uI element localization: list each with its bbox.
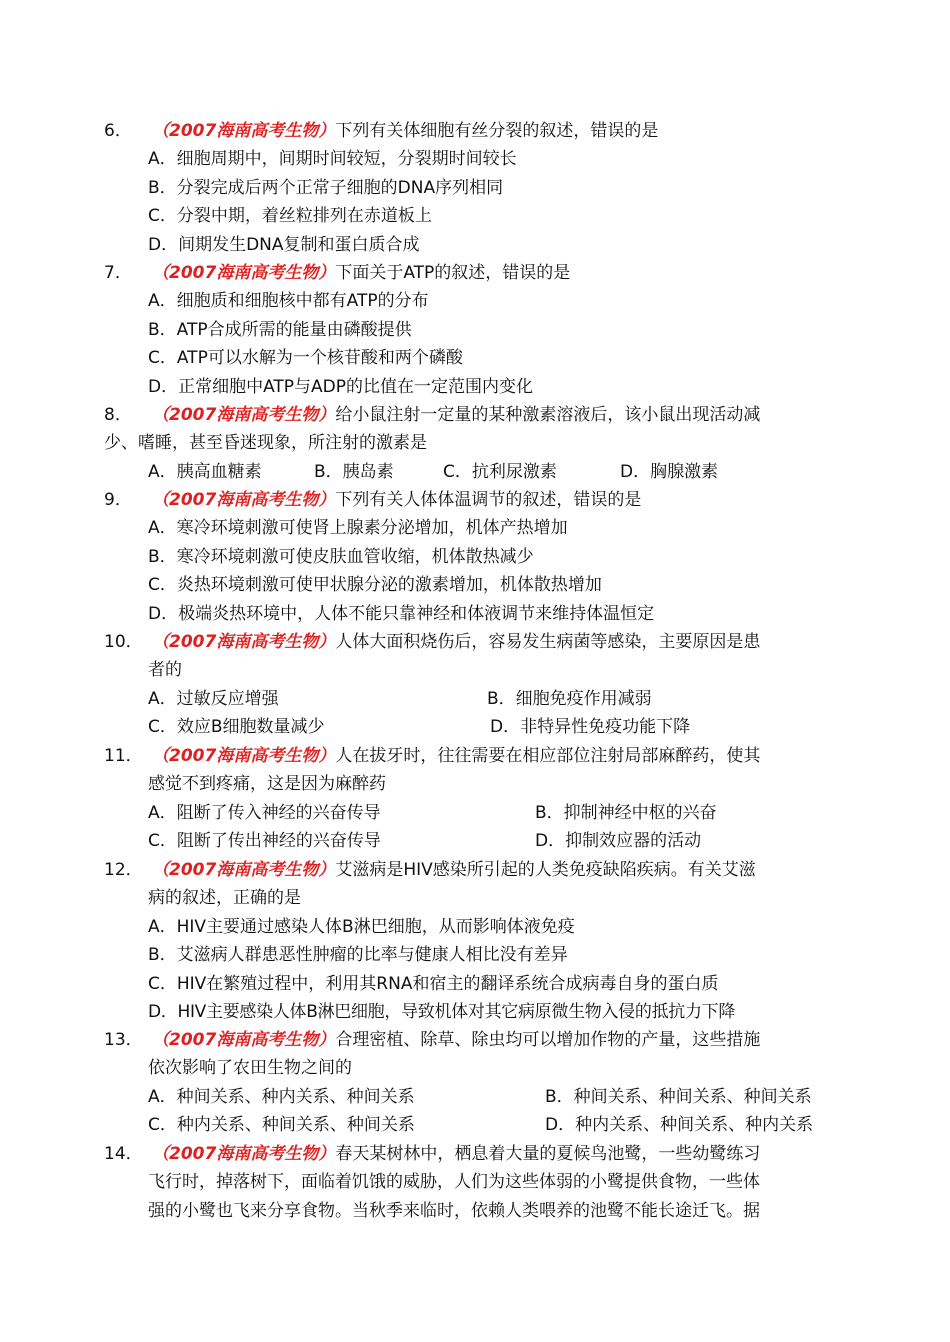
question-stem: 下列有关人体体温调节的叙述，错误的是 [335, 490, 642, 510]
option-d: D．HIV主要感染人体B淋巴细胞，导致机体对其它病原微生物入侵的抵抗力下降 [148, 1002, 736, 1022]
option-d: D．正常细胞中ATP与ADP的比值在一定范围内变化 [148, 377, 534, 397]
question-stem: 人体大面积烧伤后，容易发生病菌等感染，主要原因是患 [335, 632, 761, 652]
question-stem-continued: 少、嗜睡，甚至昏迷现象，所注射的激素是 [104, 433, 427, 453]
question-number: 9． [104, 490, 132, 510]
question-source: （2007海南高考生物） [152, 860, 336, 880]
option-d: D．极端炎热环境中，人体不能只靠神经和体液调节来维持体温恒定 [148, 604, 655, 624]
question-source: （2007海南高考生物） [152, 263, 336, 283]
question-stem: 给小鼠注射一定量的某种激素溶液后，该小鼠出现活动减 [335, 405, 761, 425]
option-c: C．种内关系、种间关系、种间关系 [148, 1115, 415, 1135]
question-stem-continued: 者的 [148, 660, 182, 680]
question-number: 6． [104, 121, 132, 141]
option-a: A．细胞周期中，间期时间较短，分裂期时间较长 [148, 149, 517, 169]
question-stem: 合理密植、除草、除虫均可以增加作物的产量，这些措施 [335, 1030, 761, 1050]
question-stem: 下列有关体细胞有丝分裂的叙述，错误的是 [335, 121, 659, 141]
question-source: （2007海南高考生物） [152, 405, 336, 425]
question-stem: 人在拔牙时，往往需要在相应部位注射局部麻醉药，使其 [335, 746, 761, 766]
option-c: C．阻断了传出神经的兴奋传导 [148, 831, 381, 851]
question-stem-continued: 依次影响了农田生物之间的 [148, 1058, 352, 1078]
option-b: B．分裂完成后两个正常子细胞的DNA序列相同 [148, 178, 504, 198]
option-a: A．HIV主要通过感染人体B淋巴细胞，从而影响体液免疫 [148, 917, 575, 937]
question-number: 12． [104, 860, 143, 880]
option-b: B．ATP合成所需的能量由磷酸提供 [148, 320, 412, 340]
question-number: 8． [104, 405, 132, 425]
option-c: C．分裂中期，着丝粒排列在赤道板上 [148, 206, 432, 226]
question-stem: 下面关于ATP的叙述，错误的是 [335, 263, 571, 283]
question-stem-continued: 强的小鹭也飞来分享食物。当秋季来临时，依赖人类喂养的池鹭不能长途迁飞。据 [148, 1201, 760, 1221]
question-source: （2007海南高考生物） [152, 1144, 336, 1164]
question-number: 14． [104, 1144, 143, 1164]
option-d: D．抑制效应器的活动 [535, 831, 702, 851]
option-b: B．抑制神经中枢的兴奋 [535, 803, 717, 823]
option-a: A．过敏反应增强 [148, 689, 279, 709]
option-c: C．效应B细胞数量减少 [148, 717, 325, 737]
question-stem: 艾滋病是HIV感染所引起的人类免疫缺陷疾病。有关艾滋 [335, 860, 756, 880]
option-a: A．阻断了传入神经的兴奋传导 [148, 803, 381, 823]
question-number: 11． [104, 746, 143, 766]
question-stem-continued: 感觉不到疼痛，这是因为麻醉药 [148, 774, 386, 794]
option-b: B．胰岛素 [314, 462, 394, 482]
question-source: （2007海南高考生物） [152, 632, 336, 652]
question-number: 7． [104, 263, 132, 283]
option-b: B．寒冷环境刺激可使皮肤血管收缩，机体散热减少 [148, 547, 534, 567]
option-c: C．抗利尿激素 [443, 462, 557, 482]
option-b: B．种间关系、种间关系、种间关系 [545, 1087, 812, 1107]
question-number: 13． [104, 1030, 143, 1050]
question-stem-continued: 飞行时，掉落树下，面临着饥饿的威胁，人们为这些体弱的小鹭提供食物，一些体 [148, 1172, 760, 1192]
option-c: C．ATP可以水解为一个核苷酸和两个磷酸 [148, 348, 463, 368]
option-d: D．胸腺激素 [620, 462, 719, 482]
option-c: C．HIV在繁殖过程中，利用其RNA和宿主的翻译系统合成病毒自身的蛋白质 [148, 974, 719, 994]
option-a: A．胰高血糖素 [148, 462, 262, 482]
option-b: B．细胞免疫作用减弱 [487, 689, 652, 709]
option-d: D．间期发生DNA复制和蛋白质合成 [148, 235, 420, 255]
option-d: D．非特异性免疫功能下降 [490, 717, 691, 737]
option-a: A．细胞质和细胞核中都有ATP的分布 [148, 291, 429, 311]
option-b: B．艾滋病人群患恶性肿瘤的比率与健康人相比没有差异 [148, 945, 568, 965]
option-d: D．种内关系、种间关系、种内关系 [545, 1115, 814, 1135]
question-source: （2007海南高考生物） [152, 1030, 336, 1050]
question-source: （2007海南高考生物） [152, 121, 336, 141]
option-c: C．炎热环境刺激可使甲状腺分泌的激素增加，机体散热增加 [148, 575, 602, 595]
option-a: A．寒冷环境刺激可使肾上腺素分泌增加，机体产热增加 [148, 518, 568, 538]
question-stem: 春天某树林中，栖息着大量的夏候鸟池鹭，一些幼鹭练习 [335, 1144, 761, 1164]
question-number: 10． [104, 632, 143, 652]
option-a: A．种间关系、种内关系、种间关系 [148, 1087, 415, 1107]
question-source: （2007海南高考生物） [152, 746, 336, 766]
question-source: （2007海南高考生物） [152, 490, 336, 510]
question-stem-continued: 病的叙述，正确的是 [148, 888, 301, 908]
